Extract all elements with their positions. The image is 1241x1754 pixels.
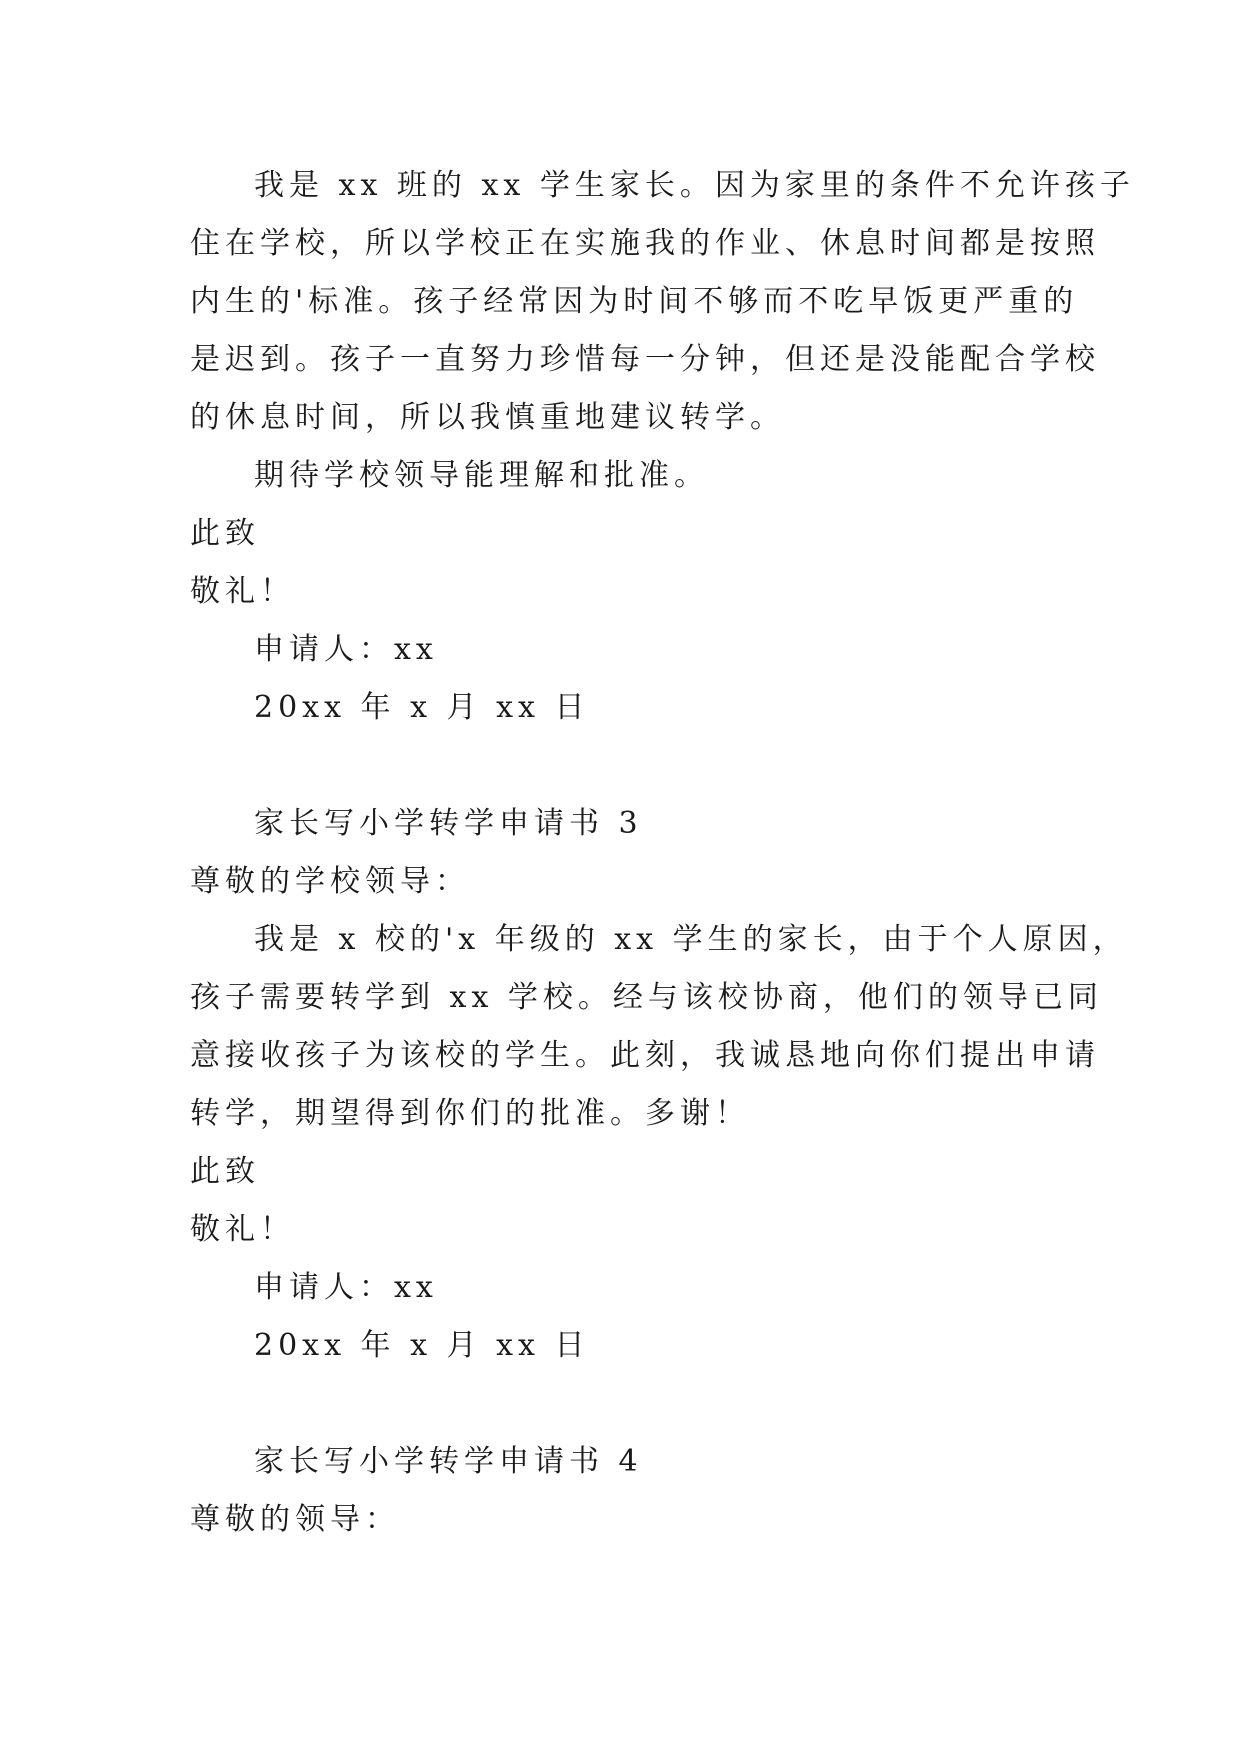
body-line: 是迟到。孩子一直努力珍惜每一分钟，但还是没能配合学校 xyxy=(190,342,1100,377)
letter-date: 20xx 年 x 月 xx 日 xyxy=(254,1328,590,1363)
body-line: 我是 xx 班的 xx 学生家长。因为家里的条件不允许孩子 xyxy=(254,168,1135,203)
body-line: 内生的'标准。孩子经常因为时间不够而不吃早饭更严重的 xyxy=(190,284,1079,319)
body-line: 孩子需要转学到 xx 学校。经与该校协商，他们的领导已同 xyxy=(190,980,1103,1015)
body-line: 意接收孩子为该校的学生。此刻，我诚恳地向你们提出申请 xyxy=(190,1038,1100,1073)
letter-greeting: 尊敬的学校领导： xyxy=(190,864,470,899)
salutation-cizhi: 此致 xyxy=(190,516,260,551)
salutation-jingli: 敬礼！ xyxy=(190,1212,295,1247)
body-line: 的休息时间，所以我慎重地建议转学。 xyxy=(190,400,785,435)
body-line: 住在学校，所以学校正在实施我的作业、休息时间都是按照 xyxy=(190,226,1100,261)
body-line: 转学，期望得到你们的批准。多谢！ xyxy=(190,1096,750,1131)
body-line: 我是 x 校的'x 年级的 xx 学生的家长，由于个人原因， xyxy=(254,922,1128,957)
letter-date: 20xx 年 x 月 xx 日 xyxy=(254,690,590,725)
section-title: 家长写小学转学申请书 3 xyxy=(254,806,643,841)
salutation-jingli: 敬礼！ xyxy=(190,574,295,609)
applicant-signature: 申请人：xx xyxy=(254,1270,438,1305)
applicant-signature: 申请人：xx xyxy=(254,632,438,667)
letter-greeting: 尊敬的领导： xyxy=(190,1502,400,1537)
salutation-cizhi: 此致 xyxy=(190,1154,260,1189)
closing-paragraph: 期待学校领导能理解和批准。 xyxy=(254,458,709,493)
section-title: 家长写小学转学申请书 4 xyxy=(254,1444,643,1479)
